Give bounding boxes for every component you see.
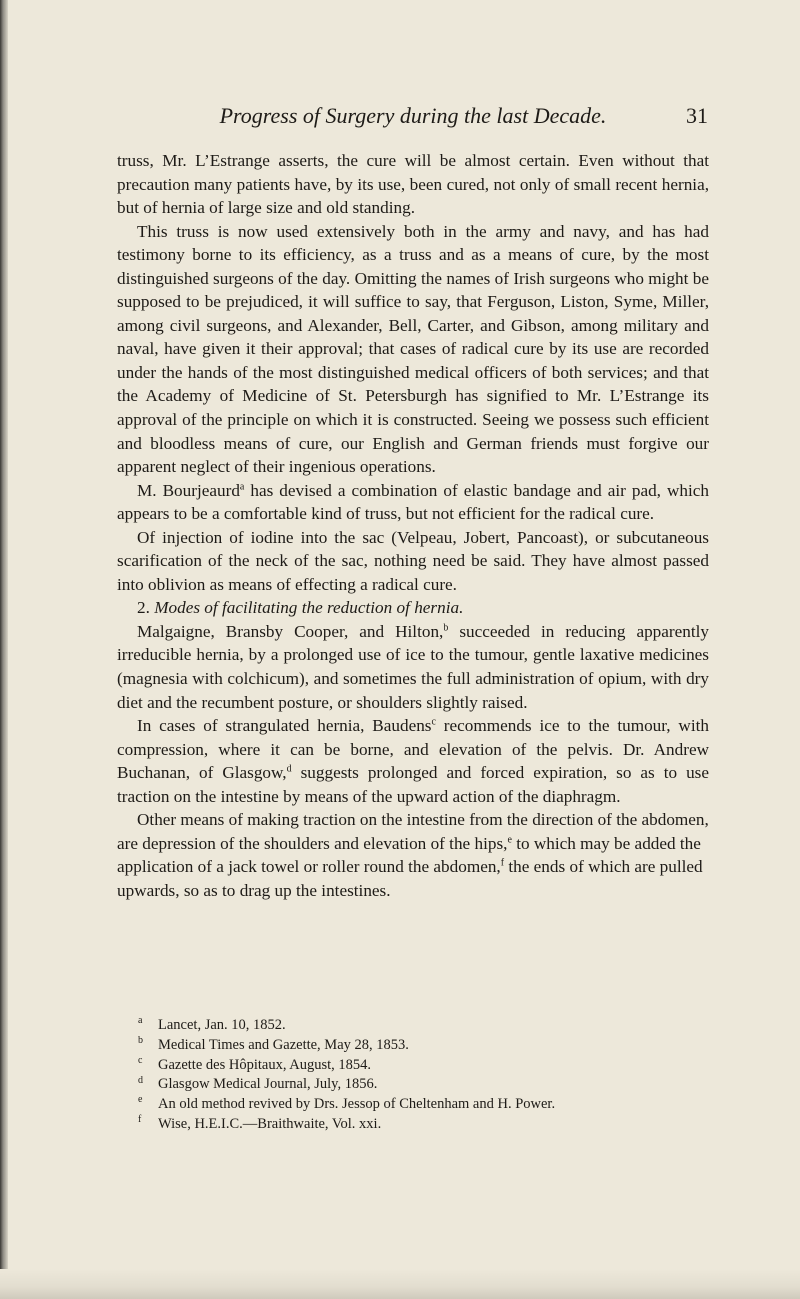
section-heading	[117, 596, 709, 620]
paragraph-7-text-c: the ends of which are pulled upwards, so as to drag up the intestines.	[117, 857, 703, 900]
footnote-ref-e: e	[507, 834, 512, 846]
running-head: Progress of Surgery during the last Decade.	[219, 103, 607, 128]
footnote-text: Lancet, Jan. 10, 1852.	[158, 1017, 286, 1033]
footnote-text: Wise, H.E.I.C.—Braithwaite, Vol. xxi.	[158, 1115, 382, 1132]
footnote-text: Gazette des Hôpitaux, August, 1854.	[158, 1056, 372, 1073]
paragraph-3-text-a: M. Bourjeaurd	[137, 480, 240, 500]
section-number: 2.	[137, 598, 150, 618]
footnote: f Wise, H.E.I.C.—Braithwaite, Vol. xxi.	[138, 1114, 382, 1132]
footnote: d Glasgow Medical Journal, July, 1856.	[138, 1074, 378, 1093]
page-number: 31	[686, 103, 708, 128]
footnote-text: An old method revived by Drs. Jessop of Cheltenham and H. Power.	[158, 1096, 556, 1113]
footnote-ref-f: f	[500, 857, 505, 869]
page-bottom-edge	[0, 1269, 800, 1299]
page-header	[118, 103, 708, 137]
paragraph-6	[117, 714, 709, 808]
paragraph-6-text-a: In cases of strangulated hernia, Baudens	[137, 716, 432, 736]
paragraph-5-text-b: succeeded in reducing apparently irreducible hernia, by a prolonged use of ice to the tumour, gentle laxative medicines (magnesia with colchicum), and sometimes the full administration of opium, with dry diet and the recumbent posture, or shoulders slightly raised.	[117, 621, 709, 712]
footnote-ref-c: c	[431, 716, 436, 728]
paragraph-4: Of injection of iodine into the sac (Velpeau, Jobert, Pancoast), or subcutaneous scarification of the neck of the sac, nothing need be said. They have almost passed into oblivion as means of effecting a radical cure.	[117, 527, 709, 594]
paragraph-7-text-b: to which may be added the application of a jack towel or roller round the abdomen,	[117, 833, 701, 877]
paragraph-3-text-b: has devised a combination of elastic bandage and air pad, which appears to be a comfortable kind of truss, but not efficient for the radical cure.	[117, 480, 709, 524]
paragraph-6-text-b: recommends ice to the tumour, with compression, where it can be borne, and elevation of the pelvis. Dr. Andrew Buchanan, of Glasgow,	[117, 716, 709, 783]
footnote-text: Glasgow Medical Journal, July, 1856.	[158, 1076, 378, 1093]
section-title: Modes of facilitating the reduction of hernia.	[154, 598, 464, 618]
paragraph-7	[117, 808, 709, 902]
body-text	[117, 149, 709, 903]
footnote-ref-d: d	[286, 763, 292, 775]
footnotes	[138, 1016, 698, 1135]
paragraph-5	[117, 620, 709, 714]
paragraph-3	[117, 479, 709, 526]
paragraph-7-text-a: Other means of making traction on the intestine from the direction of the abdomen, are depression of the shoulders and elevation of the hips,	[117, 810, 709, 853]
footnote: b Medical Times and Gazette, May 28, 1853.	[138, 1034, 409, 1053]
page-gutter-shadow	[0, 0, 8, 1299]
footnote-ref-b: b	[443, 622, 449, 634]
footnote: e An old method revived by Drs. Jessop of Cheltenham and H. Power.	[138, 1094, 556, 1113]
footnote: a Lancet, Jan. 10, 1852.	[138, 1015, 286, 1033]
paragraph-1: truss, Mr. L’Estrange asserts, the cure will be almost certain. Even without that precaution many patients have, by its use, been cured, not only of small recent hernia, but of hernia of large size and old standing.	[117, 151, 709, 218]
paragraph-5-text-a: Malgaigne, Bransby Cooper, and Hilton,	[137, 621, 444, 641]
footnote-text: Medical Times and Gazette, May 28, 1853.	[158, 1036, 409, 1053]
paragraph-6-text-c: suggests prolonged and forced expiration, so as to use traction on the intestine by means of the upward action of the diaphragm.	[117, 763, 710, 806]
footnote-ref-a: a	[239, 480, 245, 492]
paragraph-2: This truss is now used extensively both in the army and navy, and has had testimony borne to its efficiency, as a truss and as a means of cure, by the most distinguished surgeons of the day. Omitting the names of Irish surgeons who might be supposed to be prejudiced, it will suffice to say, that Ferguson, Liston, Syme, Miller, among civil surgeons, and Alexander, Bell, Carter, and Gibson, among military and naval, have given it their approval; that cases of radical cure by its use are recorded under the hands of the most distinguished medical officers of both services; and that the Academy of Medicine of St. Petersburgh has signified to Mr. L’Estrange its approval of the principle on which it is constructed. Seeing we possess such efficient and bloodless means of cure, our English and German friends must forgive our apparent neglect of their ingenious operations.	[117, 221, 709, 477]
footnote: c Gazette des Hôpitaux, August, 1854.	[138, 1054, 372, 1073]
